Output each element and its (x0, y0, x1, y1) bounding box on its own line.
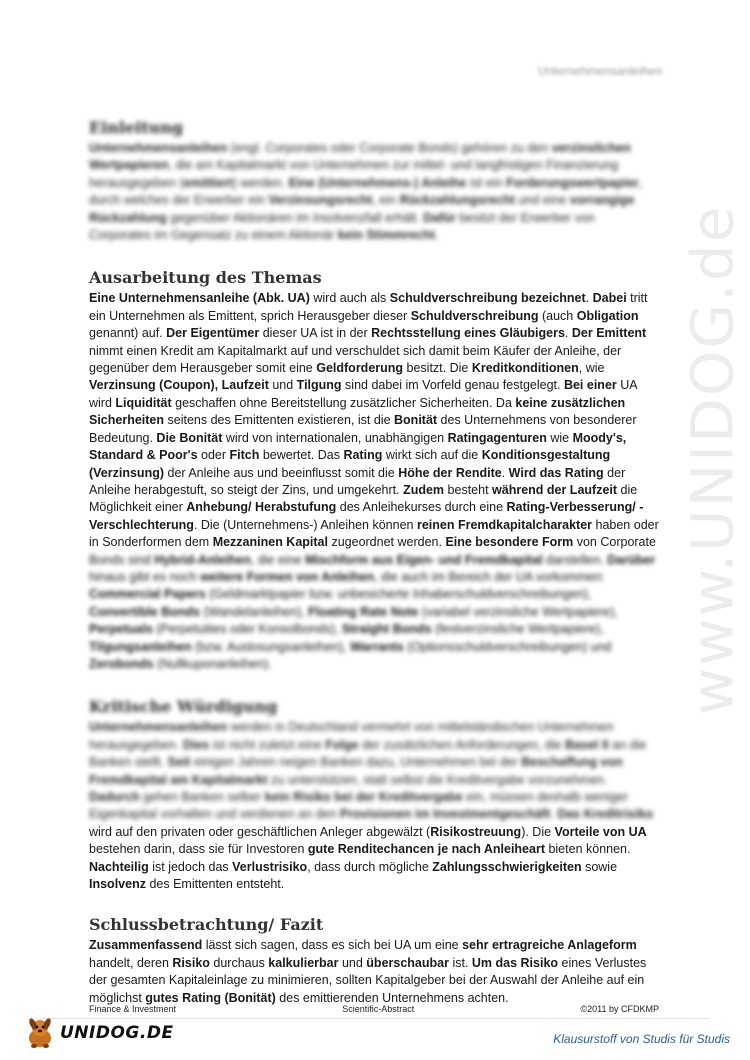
text-run: des Unternehmens von besonderer Bedeutung. (89, 413, 637, 445)
text-run: wird auch als (309, 291, 390, 306)
footer-left: Finance & Investment (89, 1004, 177, 1014)
watermark-text: www.UNIDOG.de (678, 204, 746, 716)
section-title: Ausarbeitung des Themas (89, 268, 322, 288)
bold-term: sehr ertragreiche Anlageform (462, 938, 637, 953)
text-run: zugeordnet werden. (327, 535, 446, 550)
bold-term: Zudem (403, 482, 445, 497)
text-run: besitzt. Die (403, 361, 472, 376)
bold-term: weitere Formen von Anleihen (200, 569, 375, 584)
bold-term: Straight Bonds (341, 622, 432, 637)
text-run: (Perpetuities oder Konsolbonds), (152, 622, 342, 637)
footer-right: ©2011 by CFDKMP (580, 1004, 659, 1014)
section-paragraph (89, 824, 659, 894)
text-run: . (501, 465, 509, 480)
text-run: eines Verlustes der gesamten Kapitaleinlage zu minimieren, sollten Kapitalgeber bei der Auswahl der Anleihe auf ein möglichst (89, 955, 647, 1005)
bold-term: Rechtsstellung eines Gläubigers (371, 326, 565, 341)
bold-term: Das Kreditrisiko (557, 807, 654, 822)
text-run: (engl. Corporates oder Corporate Bonds) gehören zu den (227, 141, 552, 155)
bold-term: kalkulierbar (268, 955, 339, 970)
bold-term: Warrants (350, 639, 404, 654)
text-run: , die eine (250, 552, 306, 567)
section-paragraph-blurred (89, 719, 659, 823)
text-run: tritt ein Unternehmen als Emittent, sprich Herausgeber dieser (89, 291, 648, 323)
bold-term: Verlustrisiko (232, 859, 308, 874)
bold-term: Seit (167, 755, 191, 770)
bold-term: Bonität (394, 413, 438, 428)
text-run: die Möglichkeit einer (89, 482, 638, 515)
bold-term: Eine Unternehmensanleihe (Abk. UA) (89, 291, 310, 306)
text-run: (Optionsschuldverschreibungen) und (403, 639, 612, 654)
bold-term: Provisionen im Investmentgeschäft (339, 807, 551, 822)
text-run: ). Die (521, 824, 555, 839)
text-run: des Emittenten entsteht. (145, 877, 285, 892)
text-run: (variabel verzinsliche Wertpapiere), (418, 604, 618, 619)
text-run: ) werden. (232, 175, 289, 190)
running-header: Unternehmensanleihen (537, 64, 662, 78)
bold-term: Rückzahlungsrecht (399, 193, 515, 208)
bold-term: Kreditkonditionen (471, 361, 579, 376)
bold-term: Nachteilig (89, 859, 149, 874)
bold-term: Dabei (592, 291, 627, 306)
bold-term: Wird das Rating (508, 465, 604, 480)
bold-term: Obligation (576, 308, 639, 323)
text-run: dieser UA ist in der (259, 326, 372, 341)
bold-term: Konditionsgestaltung (Verzinsung) (89, 448, 611, 480)
bold-term: Ratingagenturen (447, 430, 547, 445)
text-run: von Corporate (573, 535, 656, 550)
bold-term: Perpetuals (89, 622, 153, 637)
bold-term: während der Laufzeit (492, 482, 618, 497)
text-run: besitzt der Erwerber von Corporates im Gegensatz zu einem Aktionär (89, 210, 595, 243)
text-run: . (550, 807, 558, 822)
text-run: sowie (581, 859, 618, 874)
text-run: bestehen darin, dass sie für Investoren (89, 842, 308, 857)
text-run: lässt sich sagen, dass es sich bei UA um eine (202, 938, 463, 953)
text-run: . (564, 326, 572, 341)
bold-term: Folge (325, 737, 359, 752)
text-run: zu unterstützen, statt selbst die Kreditvergabe vorzunehmen. (267, 772, 608, 787)
bold-term: vorrangige Rückzahlung (89, 193, 635, 225)
bold-term: Dadurch (89, 790, 140, 804)
text-run: (Wandelanleihen), (200, 604, 309, 619)
bold-term: Dafür (423, 210, 456, 225)
text-run: darstellen. (542, 552, 608, 567)
text-run: , die auch im Bereich der UA vorkommen: (374, 569, 605, 584)
bold-term: Beschaffung von Fremdkapital am Kapitalmarkt (89, 755, 623, 787)
text-run: handelt, deren (89, 955, 173, 970)
bold-term: Schuldverschreibung (410, 308, 539, 323)
text-run: wie (546, 430, 573, 445)
logo-text: UNIDOG.DE (60, 1023, 174, 1043)
bold-term: Tilgungsanleihen (89, 639, 192, 654)
section-paragraph (89, 140, 659, 244)
bold-term: Zusammenfassend (89, 938, 203, 953)
text-run: (Geldmarktpapier bzw. unbesicherte Inhaberschuldverschreibungen), (205, 587, 592, 602)
text-run: gehen Banken selber (139, 790, 265, 804)
text-run: seitens des Emittenten existieren, ist die (164, 413, 395, 428)
text-run: und (268, 378, 297, 393)
text-run: wird von internationalen, unabhängigen (222, 430, 448, 445)
bold-term: kein Stimmrecht (337, 228, 435, 243)
text-run: an die Banken stellt. (89, 737, 647, 770)
text-run: . (585, 291, 593, 306)
text-run: ist ein (466, 175, 507, 190)
bold-term: Insolvenz (89, 877, 146, 892)
text-run: ist. (448, 955, 472, 970)
bold-term: Risikostreuung (430, 824, 522, 839)
bold-term: Um das Risiko (471, 955, 559, 970)
text-run: werden in Deutschland vermehrt von mittelständischen Unternehmen herausgegeben. (89, 720, 614, 752)
bold-term: Dies (182, 737, 210, 752)
section-introduction (89, 118, 659, 244)
text-run: genannt) auf. (89, 326, 167, 341)
bold-term: Commercial Papers (89, 587, 206, 602)
bold-term: Floating Rate Note (308, 604, 419, 619)
text-run: der zusätzlichen Anforderungen, die (358, 737, 566, 752)
dog-icon (22, 1016, 58, 1050)
text-run: hinaus gibt es noch (89, 569, 201, 584)
text-run: ist jedoch das (148, 859, 233, 874)
bold-term: verzinslichen Wertpapieren (89, 141, 631, 173)
section-title: Schlussbetrachtung/ Fazit (89, 915, 324, 935)
text-run: , dass durch mögliche (307, 859, 433, 874)
text-run: durchaus (209, 955, 269, 970)
bold-term: Unternehmensanleihen (89, 720, 228, 735)
text-run: ist nicht zuletzt eine (209, 737, 326, 752)
bold-term: Vorteile von UA (554, 824, 647, 839)
bold-term: reinen Fremdkapitalcharakter (416, 517, 593, 532)
watermark (678, 180, 746, 740)
section-title: Kritische Würdigung (89, 697, 278, 717)
text-run: gegenüber Aktionären im Insolvenzfall erhält. (166, 210, 424, 225)
text-run: wirkt sich auf die (382, 448, 482, 463)
bold-term: Convertible Bonds (89, 604, 201, 619)
bold-term: Zahlungsschwierigkeiten (432, 859, 582, 874)
text-run: haben oder in Sonderformen dem (89, 517, 659, 550)
bold-term: Fitch (229, 448, 260, 463)
text-run: (auch (538, 308, 577, 323)
bold-term: Die Bonität (156, 430, 223, 445)
bold-term: Rating (343, 448, 383, 463)
text-run: (bzw. Auslosungsanleihen), (191, 639, 350, 654)
bold-term: Verzinsungsrecht (268, 193, 373, 208)
bold-term: Der Emittent (571, 326, 647, 341)
slogan: Klausurstoff von Studis für Studis (553, 1032, 730, 1046)
bold-term: Unternehmensanleihen (89, 141, 228, 155)
bold-term: Mischform aus Eigen- und Fremdkapital (305, 552, 543, 567)
bold-term: Bei einer (563, 378, 617, 393)
bold-term: Forderungswertpapier (506, 175, 639, 190)
bold-term: gutes Rating (Bonität) (145, 990, 276, 1005)
text-run: oder (197, 448, 230, 463)
text-run: , durch welches der Erwerber ein (89, 175, 643, 208)
text-run: bieten können. (544, 842, 631, 857)
page-footer (89, 1004, 659, 1014)
unidog-logo (22, 1016, 174, 1050)
text-run: besteht (444, 482, 493, 497)
section-paragraph (89, 290, 659, 551)
bold-term: Der Eigentümer (166, 326, 260, 341)
text-run: der Anleihe aus und beeinflusst somit die (164, 465, 399, 480)
bold-term: Verzinsung (Coupon), Laufzeit (89, 378, 269, 393)
text-run: bewertet. Das (259, 448, 344, 463)
text-run: sind dabei im Vorfeld genau festgelegt. (341, 378, 564, 393)
text-run: , ein (372, 193, 400, 208)
bold-term: Basel II (565, 737, 609, 752)
bold-term: Hybrid-Anleihen (154, 552, 251, 567)
text-run: (Nullkuponanleihen). (153, 656, 272, 671)
document-body (89, 118, 659, 1007)
bold-term: Rating-Verbesserung/ -Verschlechterung (89, 500, 644, 532)
section-paragraph (89, 937, 659, 1007)
bold-term: Geldforderung (316, 361, 404, 376)
bold-term: Mezzaninen Kapital (212, 535, 328, 550)
text-run: und (338, 955, 367, 970)
bold-term: Liquidität (115, 395, 172, 410)
bold-term: kein Risiko bei der Kreditvergabe (264, 790, 463, 804)
section-elaboration (89, 268, 659, 673)
bold-term: Darüber (607, 552, 656, 567)
text-run: (festverzinsliche Wertpapiere), (431, 622, 604, 637)
text-run: geschaffen ohne Bereitstellung zusätzlicher Sicherheiten. Da (171, 395, 516, 410)
text-run: des emittierenden Unternehmens achten. (275, 990, 509, 1005)
bold-term: Eine (Unternehmens-) Anleihe (288, 175, 467, 190)
text-run: des Anleihekurses durch eine (336, 500, 507, 515)
text-run: Bonds sind (89, 552, 155, 567)
text-run: einigen Jahren neigen Banken dazu, Unternehmen bei der (190, 755, 522, 770)
section-conclusion (89, 915, 659, 1007)
text-run: , die am Kapitalmarkt von Unternehmen zur mittel- und langfristigen Finanzierung herausgegeben ( (89, 158, 619, 190)
bold-term: Tilgung (296, 378, 342, 393)
text-run: . Die (Unternehmens-) Anleihen können (193, 517, 417, 532)
bold-term: Anhebung/ Herabstufung (186, 500, 337, 515)
bold-term: Schuldverschreibung bezeichnet (389, 291, 586, 306)
bold-term: Zerobonds (89, 656, 154, 671)
section-critical-appraisal (89, 697, 659, 893)
text-run: der Anleihe herabgestuft, so steigt der Zins, und umgekehrt. (89, 465, 626, 497)
bold-term: gute Renditechancen je nach Anleiheart (307, 842, 545, 857)
bold-term: Risiko (172, 955, 210, 970)
text-run: , wie (578, 361, 605, 376)
bold-term: keine zusätzlichen Sicherheiten (89, 395, 626, 428)
bold-term: überschaubar (366, 955, 449, 970)
text-run: UA wird (89, 378, 637, 410)
text-run: . (435, 228, 439, 243)
bold-term: Eine besondere Form (445, 535, 574, 550)
text-run: ein, müssen deshalb weniger Eigenkapital vorhalten und verdienen an den (89, 790, 629, 822)
text-run: nimmt einen Kredit am Kapitalmarkt auf und verschuldet sich damit beim Käufer der Anleihe, der gegenüber dem Herausgeber somit eine (89, 343, 622, 376)
section-title: Einleitung (89, 118, 184, 137)
text-run: wird auf den privaten oder geschäftlichen Anleger abgewälzt ( (89, 824, 431, 839)
section-paragraph-blurred (89, 552, 659, 674)
text-run: und eine (514, 193, 570, 208)
bold-term: Höhe der Rendite (398, 465, 502, 480)
footer-center: Scientific-Abstract (342, 1004, 415, 1014)
bold-term: emittiert (183, 175, 233, 190)
bold-term: Moody's, Standard & Poor's (89, 430, 627, 463)
